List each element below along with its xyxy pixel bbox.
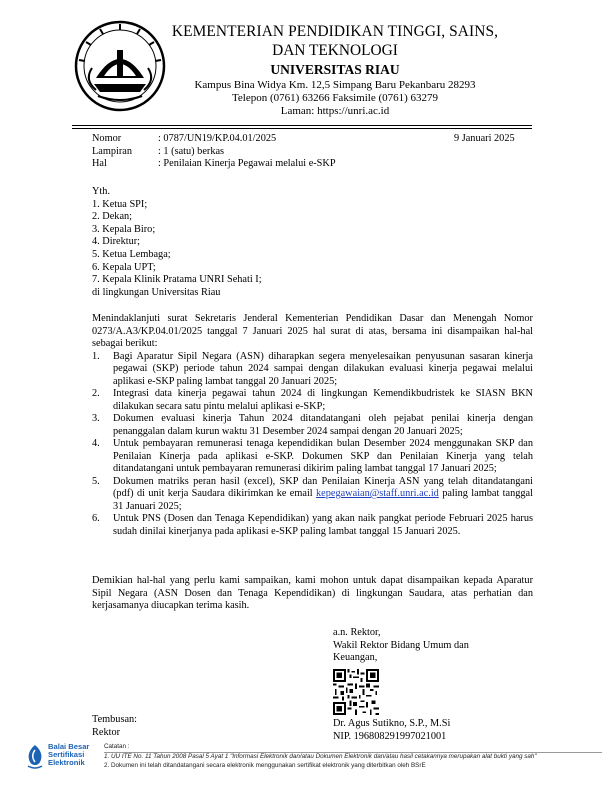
signature-position-cont: Keuangan, [333,652,378,663]
list-item [92,438,533,476]
ministry-name-line1: KEMENTERIAN PENDIDIKAN TINGGI, SAINS, [171,23,499,40]
item-number: 5. [92,475,100,487]
footer-divider [104,752,602,753]
ministry-name-line2: DAN TEKNOLOGI [272,42,398,59]
list-item [92,476,533,514]
item-text: Dokumen evaluasi kinerja Tahun 2024 ditandatangani oleh pejabat penilai kinerja dengan penanggalan dalam kurun waktu 31 Desember 2024 sampai dengan 20 Januari 2025; [113,413,533,437]
item-number: 6. [92,513,100,524]
recipient-item: 5. Ketua Lembaga; [92,248,171,260]
hal-label: Hal [92,158,107,169]
closing-paragraph: Demikian hal-hal yang perlu kami sampaikan, kami mohon untuk dapat disampaikan kepada Aparatur Sipil Negara (ASN Dosen dan Tenaga Kependidikan) di lingkungan Saudara, atas perhatian dan kerjasamanya diucapkan terima kasih. [92,575,533,611]
tembusan-label: Tembusan: [92,714,138,725]
item-text-before: Dokumen matriks peran hasil (excel), SKP dan Penilaian Kinerja ASN yang telah ditandatangani (pdf) di unit kerja Saudara dikirimkan ke email [113,475,533,499]
list-item [92,351,533,389]
list-item [92,413,533,438]
item-text: Bagi Aparatur Sipil Negara (ASN) diharapkan segera menyelesaikan penyusunan sasaran kinerja pegawai (SKP) periode tahun 2024 sampai dengan dilakukan evaluasi kinerja pegawai melalui aplikasi e-SKP paling lambat tanggal 20 Januari 2025; [113,350,533,387]
recipient-item: 2. Dekan; [92,211,133,223]
nomor-label: Nomor [92,133,122,144]
item-text: Untuk PNS (Dosen dan Tenaga Kependidikan) yang akan naik pangkat periode Februari 2025 harus sudah dinilai kinerjanya pada aplikasi e-SKP paling lambat tanggal 15 Januari 2025. [113,513,533,537]
lampiran-value: : 1 (satu) berkas [158,145,225,157]
item-text: Integrasi data kinerja pegawai tahun 2024 di lingkungan Kemendikbudristek ke SIASN BKN dilakukan secara satu pintu melalui aplikasi e-SKP; [113,388,533,412]
recipient-item: 6. Kepala UPT; [92,261,156,273]
phone: Telepon (0761) 63266 Faksimile (0761) 63279 [231,92,439,104]
bsre-line2: Sertifikasi [48,750,85,759]
signature-an: a.n. Rektor, [333,627,381,638]
item-text: Untuk pembayaran remunerasi tenaga kependidikan bulan Desember 2024 menggunakan SKP dan Penilaian Kinerja pada aplikasi e-SKP. Dokumen SKP dan Penilaian Kinerja yang telah ditandatangani untuk pembayaran remunerasi dikirim paling lambat tanggal 17 Januari 2025; [113,438,533,474]
item-number: 1. [92,350,100,362]
signature-signer [333,718,450,743]
tembusan-item: Rektor [92,726,121,738]
signer-name: Dr. Agus Sutikno, S.P., M.Si [333,718,451,729]
greeting: Yth. [92,186,111,197]
qr-code-icon [333,669,379,715]
address: Kampus Bina Widya Km. 12,5 Simpang Baru Pekanbaru 28293 [194,79,476,91]
bsre-name [48,743,89,767]
footer-note: 2. Dokumen ini telah ditandatangani secara elektronik menggunakan sertifikat elektronik yang diterbitkan oleh BSrE [104,762,426,769]
bsre-logo-icon [24,744,46,770]
intro-paragraph: Menindaklanjuti surat Sekretaris Jenderal Kementerian Pendidikan Dasar dan Menengah Nomor 0273/A.A3/KP.04.01/2025 tanggal 7 Januari 2025 hal surat di atas, bersama ini disampaikan hal-hal sebagai berikut: [92,313,533,349]
nomor-value: : 0787/UN19/KP.04.01/2025 [158,133,277,144]
signature-position: Wakil Rektor Bidang Umum dan [333,639,469,651]
letter-body [92,313,533,538]
header-rule-thin [72,128,532,129]
footer-note: 1. UU ITE No. 11 Tahun 2008 Pasal 5 Ayat 1 "Informasi Elektronik dan/atau Dokumen Elektronik dan/atau hasil cetakannya merupakan alat bukti yang sah" [104,752,537,760]
footer-notes [104,742,537,771]
letter-date: 9 Januari 2025 [454,133,515,144]
list-item [92,513,533,538]
signer-nip: NIP. 196808291997021001 [333,730,447,742]
letterhead [170,22,500,118]
recipient-item: 7. Kepala Klinik Pratama UNRI Sehati I; [92,274,262,286]
recipient-item: 4. Direktur; [92,236,141,248]
item-text-after: paling lambat tanggal 31 Januari 2025; [113,488,533,512]
recipient-location: di lingkungan Universitas Riau [92,286,221,298]
university-name: UNIVERSITAS RIAU [270,62,400,77]
letter-meta [92,133,336,171]
body-list [92,351,533,539]
email-link[interactable]: kepegawaian@staff.unri.ac.id [316,488,439,499]
item-number: 3. [92,413,100,424]
recipients [92,186,262,299]
unri-logo-icon [74,20,166,112]
item-number: 2. [92,388,100,399]
signature-block [333,627,533,665]
tembusan-block [92,714,137,739]
bsre-line3: Elektronik [48,758,85,767]
recipient-item: 1. Ketua SPI; [92,198,148,210]
header-rule-thick [72,125,532,126]
item-number: 4. [92,438,100,449]
recipient-item: 3. Kepala Biro; [92,223,156,235]
lampiran-label: Lampiran [92,145,133,157]
hal-value: : Penilaian Kinerja Pegawai melalui e-SKP [158,158,336,169]
website: Laman: https://unri.ac.id [280,105,390,117]
list-item [92,388,533,413]
catatan-label: Catatan : [104,743,130,750]
bsre-line1: Balai Besar [48,742,90,751]
